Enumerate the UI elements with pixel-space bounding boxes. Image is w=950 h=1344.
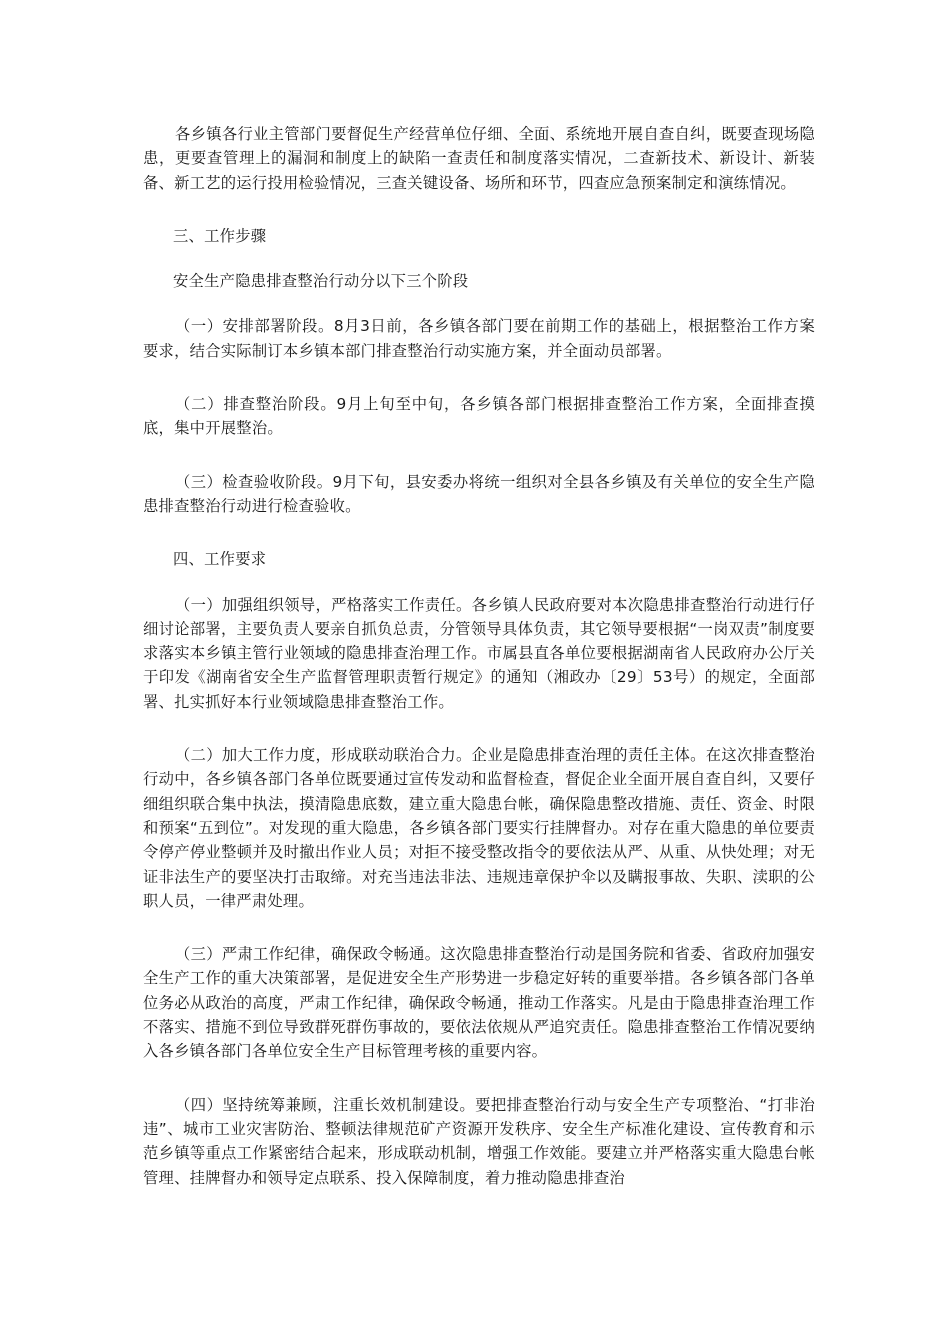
document-page: [143, 122, 815, 1190]
paragraph-stage-acceptance: （三）检查验收阶段。9月下旬，县安委办将统一组织对全县各乡镇及有关单位的安全生产隐患排查整治行动进行检查验收。: [143, 472, 815, 515]
section-heading-work-steps: 三、工作步骤: [173, 226, 267, 245]
paragraph-three-stages: 安全生产隐患排查整治行动分以下三个阶段: [173, 272, 469, 291]
paragraph-requirement-effort: （二）加大工作力度，形成联动联治合力。企业是隐患排查治理的责任主体。在这次排查整治行动中，各乡镇各部门各单位既要通过宣传发动和监督检查，督促企业全面开展自查自纠，又要仔细组织联合集中执法，摸清隐患底数，建立重大隐患台帐，确保隐患整改措施、责任、资金、时限和预案“五到位”。对发现的重大隐患，各乡镇各部门要实行挂牌督办。对存在重大隐患的单位要责令停产停业整顿并及时撤出作业人员；对拒不接受整改指令的要依法从严、从重、从快处理；对无证非法生产的要坚决打击取缔。对充当违法非法、违规违章保护伞以及瞒报事故、失职、渎职的公职人员，一律严肃处理。: [143, 746, 815, 910]
paragraph-stage-deployment: （一）安排部署阶段。8月3日前，各乡镇各部门要在前期工作的基础上，根据整治工作方案要求，结合实际制订本乡镇本部门排查整治行动实施方案，并全面动员部署。: [143, 317, 815, 360]
paragraph-requirement-discipline: （三）严肃工作纪律，确保政令畅通。这次隐患排查整治行动是国务院和省委、省政府加强安全生产工作的重大决策部署，是促进安全生产形势进一步稳定好转的重要举措。各乡镇各部门各单位务必从政治的高度，严肃工作纪律，确保政令畅通，推动工作落实。凡是由于隐患排查治理工作不落实、措施不到位导致群死群伤事故的，要依法依规从严追究责任。隐患排查整治工作情况要纳入各乡镇各部门各单位安全生产目标管理考核的重要内容。: [143, 945, 815, 1061]
section-heading-work-requirements: 四、工作要求: [173, 550, 267, 569]
paragraph-requirement-leadership: （一）加强组织领导，严格落实工作责任。各乡镇人民政府要对本次隐患排查整治行动进行仔细讨论部署，主要负责人要亲自抓负总责，分管领导具体负责，其它领导要根据“一岗双责”制度要求落实本乡镇主管行业领域的隐患排查治理工作。市属县直各单位要根据湖南省人民政府办公厅关于印发《湖南省安全生产监督管理职责暂行规定》的通知（湘政办〔29〕53号）的规定，全面部署、扎实抓好本行业领域隐患排查整治工作。: [143, 595, 815, 711]
paragraph-requirement-coordination: （四）坚持统筹兼顾，注重长效机制建设。要把排查整治行动与安全生产专项整治、“打非治违”、城市工业灾害防治、整顿法律规范矿产资源开发秩序、安全生产标准化建设、宣传教育和示范乡镇等重点工作紧密结合起来，形成联动机制，增强工作效能。要建立并严格落实重大隐患台帐管理、挂牌督办和领导定点联系、投入保障制度，着力推动隐患排查治: [143, 1095, 815, 1187]
paragraph-stage-rectification: （二）排查整治阶段。9月上旬至中旬，各乡镇各部门根据排查整治工作方案，全面排查摸底，集中开展整治。: [143, 395, 815, 438]
paragraph-self-inspection: 各乡镇各行业主管部门要督促生产经营单位仔细、全面、系统地开展自查自纠，既要查现场隐患，更要查管理上的漏洞和制度上的缺陷一查责任和制度落实情况，二查新技术、新设计、新装备、新工艺的运行投用检验情况，三查关键设备、场所和环节，四查应急预案制定和演练情况。: [143, 125, 815, 192]
